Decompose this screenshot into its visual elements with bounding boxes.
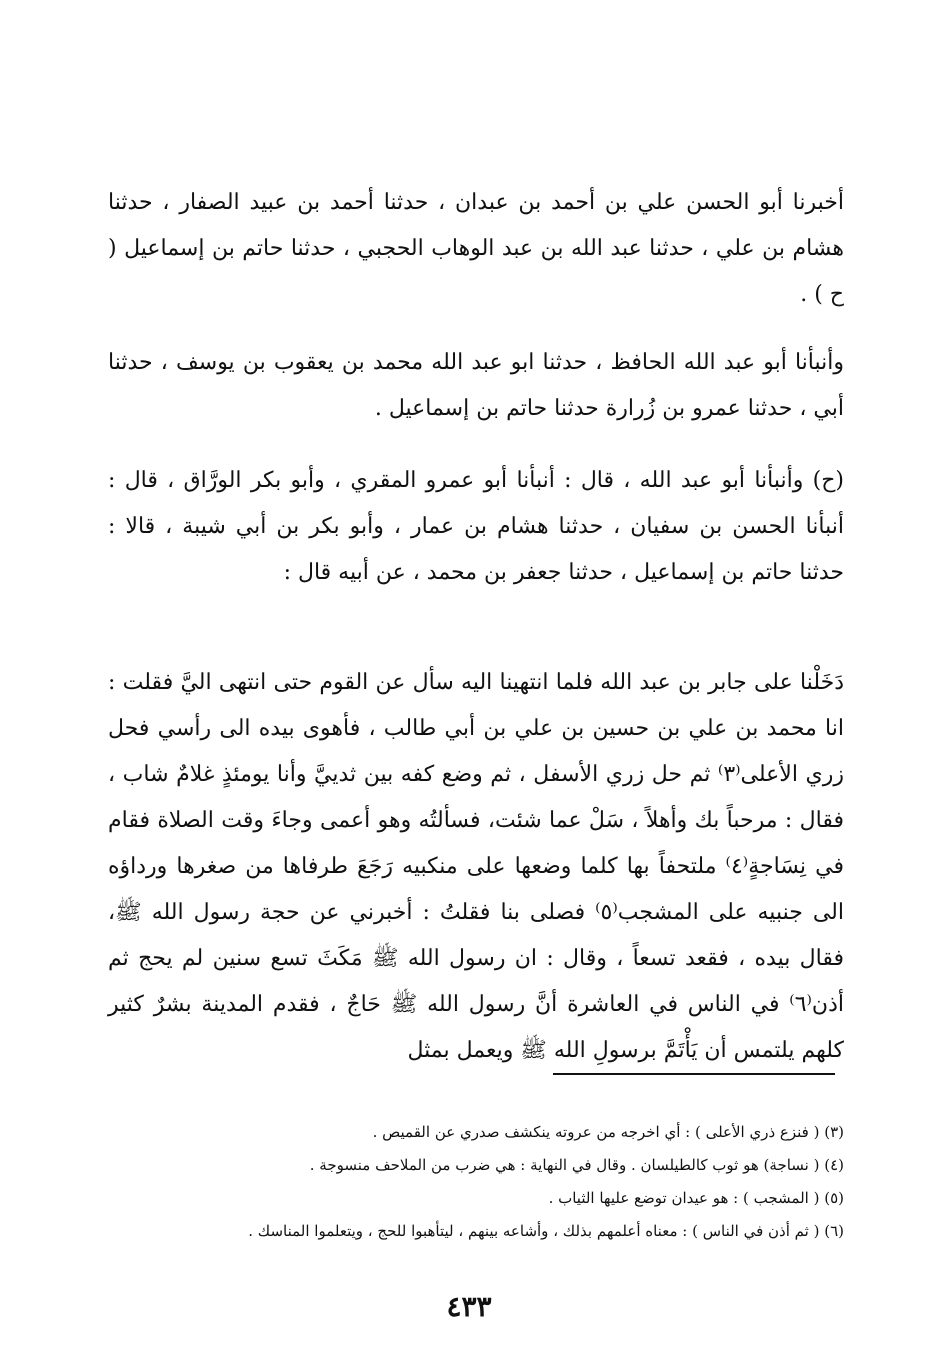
paragraph-isnad-2: وأنبأنا أبو عبد الله الحافظ ، حدثنا ابو عبد الله محمد بن يعقوب بن يوسف ، حدثنا أبي ، حدثنا عمرو بن زُرارة حدثنا حاتم بن إسماعيل .: [108, 350, 844, 421]
page-number: ٤٣٣: [446, 1290, 492, 1323]
footnote-6: (٦) ( ثم أذن في الناس ) : معناه أعلمهم بذلك ، وأشاعه بينهم ، ليتأهبوا للحج ، ويتعلموا المناسك .: [248, 1222, 844, 1240]
footnote-4: (٤) ( نساجة) هو ثوب كالطيلسان . وقال في النهاية : هي ضرب من الملاحف منسوجة .: [309, 1156, 844, 1174]
footnote-3: (٣) ( فنزع ذري الأعلى ) : أي اخرجه من عروته ينكشف صدري عن القميص .: [372, 1123, 844, 1141]
paragraph-isnad-3: (ح) وأنبأنا أبو عبد الله ، قال : أنبأنا أبو عمرو المقري ، وأبو بكر الورَّاق ، قال : أنبأنا الحسن بن سفيان ، حدثنا هشام بن عمار ، وأبو بكر بن أبي شيبة ، قالا : حدثنا حاتم بن إسماعيل ، حدثنا جعفر بن محمد ، عن أبيه قال :: [108, 468, 844, 585]
paragraph-hadith-text: دَخَلْنا على جابر بن عبد الله فلما انتهينا اليه سأل عن القوم حتى انتهى اليَّ فقلت : انا محمد بن علي بن حسين بن علي بن أبي طالب ، فأهوى بيده الى رأسي فحل زري الأعلى⁽٣⁾ ثم حل زري الأسفل ، ثم وضع كفه بين ثدييَّ وأنا يومئذٍ غلامٌ شاب ، فقال : مرحباً بك وأهلاً ، سَلْ عما شئت، فسألتُه وهو أعمى وجاءَ وقت الصلاة فقام في نِسَاجةٍ⁽٤⁾ ملتحفاً بها كلما وضعها على منكبيه رَجَعَ طرفاها من صغرها ورداؤه الى جنبيه على المشجب⁽٥⁾ فصلى بنا فقلتُ : أخبرني عن حجة رسول الله ﷺ، فقال بيده ، فقعد تسعاً ، وقال : ان رسول الله ﷺ مَكَثَ تسع سنين لم يحج ثم أذن⁽٦⁾ في الناس في العاشرة أنَّ رسول الله ﷺ حَاجٌ ، فقدم المدينة بشرٌ كثير كلهم يلتمس أن يَأْتَمَّ برسولِ الله ﷺ ويعمل بمثل: [108, 670, 844, 1063]
footnote-divider: [553, 1073, 835, 1075]
footnote-5: (٥) ( المشجب ) : هو عيدان توضع عليها الثياب .: [548, 1189, 844, 1207]
footnotes: [108, 1116, 844, 1248]
paragraph-isnad-1: أخبرنا أبو الحسن علي بن أحمد بن عبدان ، حدثنا أحمد بن عبيد الصفار ، حدثنا هشام بن علي ، حدثنا عبد الله بن عبد الوهاب الحجبي ، حدثنا حاتم بن إسماعيل ( ح ) .: [108, 190, 844, 307]
